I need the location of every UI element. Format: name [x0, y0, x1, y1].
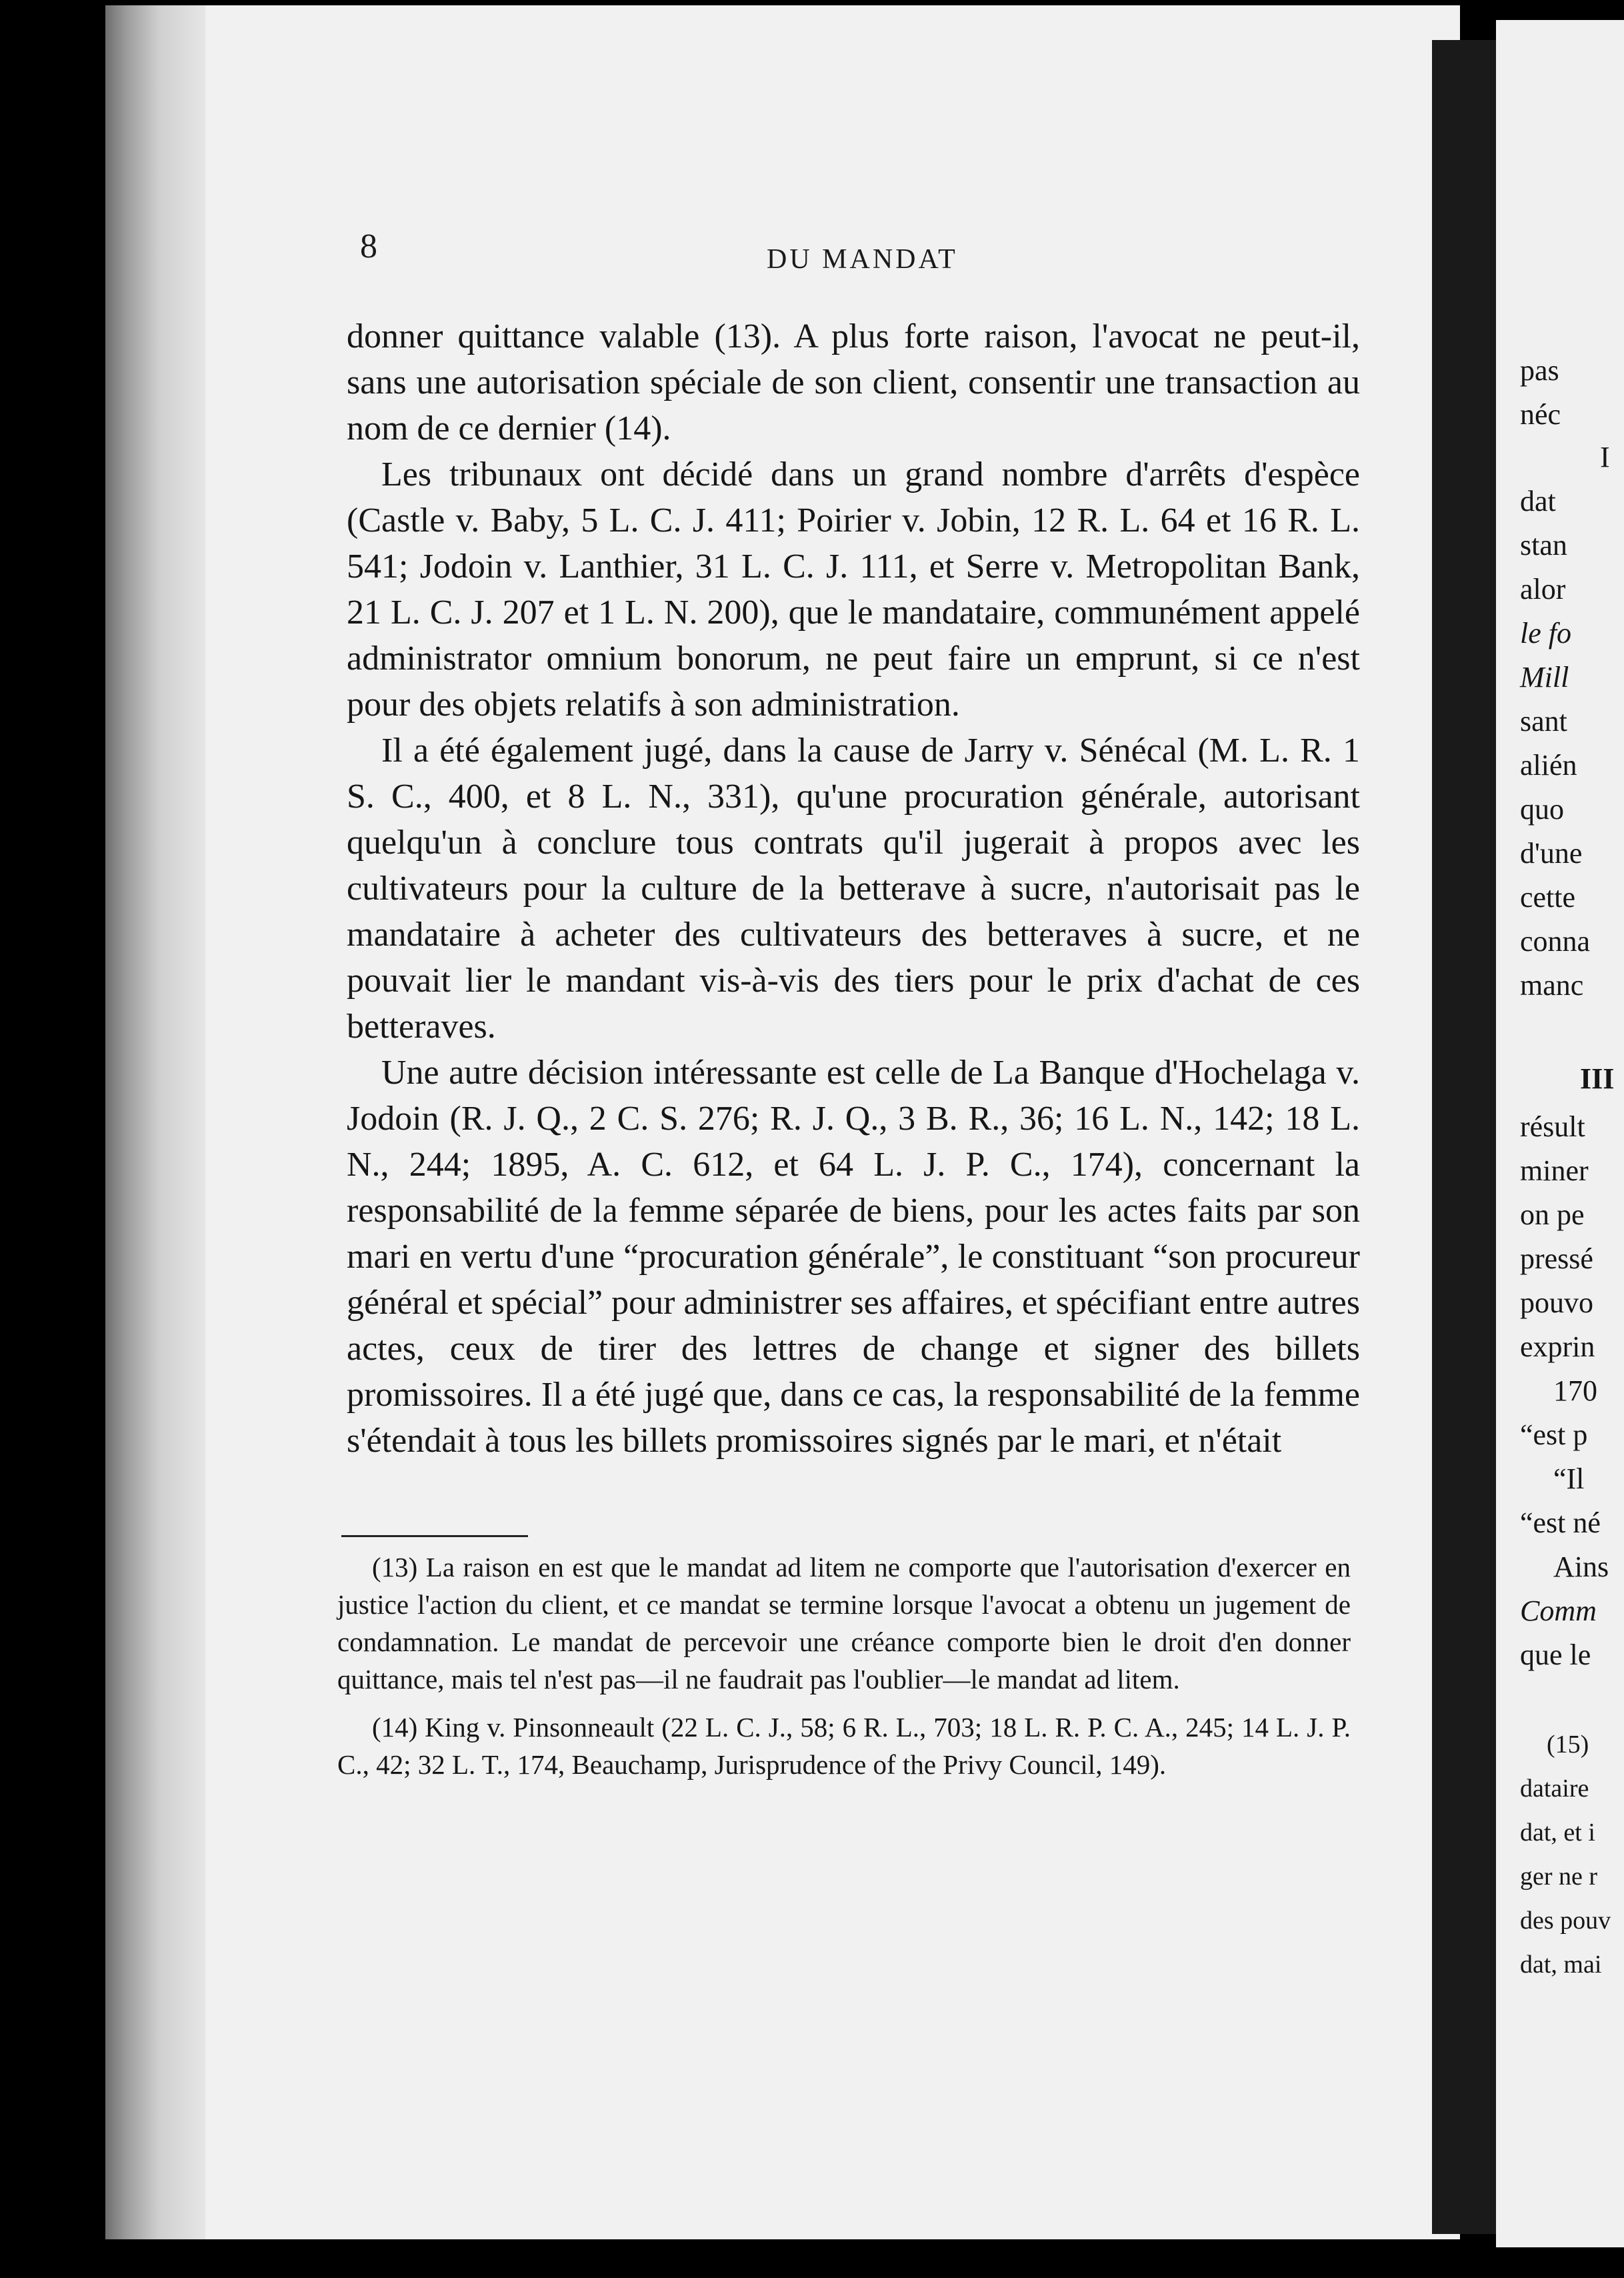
fragment: (15) [1547, 1731, 1589, 1759]
fragment: résult [1520, 1110, 1585, 1143]
fragment: pouvo [1520, 1286, 1593, 1319]
fragment: que le [1520, 1638, 1591, 1671]
footnote-13: (13) La raison en est que le mandat ad litem ne comporte que l'autorisation d'exercer en justice l'action du client, et ce mandat se termine lorsque l'avocat a obtenu un jugement de condamnation. Le mandat de percevoir une créance comporte bien le droit d'en donner quittance, mais tel n'est pas—il ne faudrait pas l'oublier—le mandat ad litem. [337, 1552, 1351, 1694]
fragment: alor [1520, 573, 1566, 606]
fragment: 170 [1553, 1374, 1597, 1407]
fragment: dat, mai [1520, 1951, 1602, 1979]
fragment: cette [1520, 881, 1576, 914]
fragment: Mill [1520, 661, 1569, 694]
fragment: I [1600, 441, 1610, 473]
fragment: “Il [1553, 1462, 1585, 1495]
fragment: Ains [1553, 1550, 1609, 1583]
running-head: DU MANDAT [767, 244, 958, 275]
fragment: III [1580, 1062, 1615, 1095]
fragment: ger ne r [1520, 1863, 1598, 1891]
fragment: conna [1520, 925, 1591, 958]
fragment: pressé [1520, 1242, 1593, 1275]
fragment: dataire [1520, 1775, 1589, 1803]
fragment: Comm [1520, 1594, 1597, 1627]
page-number: 8 [360, 227, 377, 265]
fragment: des pouv [1520, 1907, 1611, 1935]
binding-gutter [1432, 40, 1496, 2234]
page-edge-shading [105, 5, 205, 2239]
fragment: pas [1520, 354, 1559, 387]
fragment: miner [1520, 1154, 1589, 1187]
fragment: dat, et i [1520, 1819, 1595, 1847]
paragraph: donner quittance valable (13). A plus forte raison, l'avocat ne peut-il, sans une autorisation spéciale de son client, consentir une transaction au nom de ce dernier (14). [347, 317, 1360, 447]
fragment: quo [1520, 793, 1564, 826]
footnotes [337, 1548, 1351, 1783]
paragraph: Les tribunaux ont décidé dans un grand nombre d'arrêts d'espèce (Castle v. Baby, 5 L. C. J. 411; Poirier v. Jobin, 12 R. L. 64 et 16 R. L. 541; Jodoin v. Lanthier, 31 L. C. J. 111, et Serre v. Metropolitan Bank, 21 L. C. J. 207 et 1 L. N. 200), que le mandataire, communément appelé administrator omnium bonorum, ne peut faire un emprunt, si ce n'est pour des objets relatifs à son administration. [347, 455, 1360, 724]
paragraph: Il a été également jugé, dans la cause de Jarry v. Sénécal (M. L. R. 1 S. C., 400, et 8 L. N., 331), qu'une procuration générale, autorisant quelqu'un à conclure tous contrats qu'il jugerait à propos avec les cultivateurs pour la culture de la betterave à sucre, n'autorisait pas le mandataire à acheter des cultivateurs des betteraves à sucre, et ne pouvait lier le mandant vis-à-vis des tiers pour le prix d'achat de ces betteraves. [347, 732, 1360, 1046]
fragment: néc [1520, 398, 1561, 431]
fragment: “est p [1520, 1418, 1588, 1451]
fragment: on pe [1520, 1198, 1585, 1231]
footnote-divider [341, 1535, 528, 1537]
fragment: sant [1520, 705, 1567, 738]
fragment: stan [1520, 529, 1567, 561]
fragment: d'une [1520, 837, 1583, 870]
fragment: “est né [1520, 1506, 1601, 1539]
fragment: exprin [1520, 1330, 1595, 1363]
fragment: dat [1520, 485, 1556, 517]
footnote-14: (14) King v. Pinsonneault (22 L. C. J., 58; 6 R. L., 703; 18 L. R. P. C. A., 245; 14 L. J. P. C., 42; 32 L. T., 174, Beauchamp, Jurisprudence of the Privy Council, 149). [337, 1712, 1351, 1780]
paragraph: Une autre décision intéressante est celle de La Banque d'Hochelaga v. Jodoin (R. J. Q., 2 C. S. 276; R. J. Q., 3 B. R., 36; 16 L. N., 142; 18 L. N., 244; 1895, A. C. 612, et 64 L. J. P. C., 174), concernant la responsabilité de la femme séparée de biens, pour les actes faits par son mari en vertu d'une “procuration générale”, le constituant “son procureur général et spécial” pour administrer ses affaires, et spécifiant entre autres actes, ceux de tirer des lettres de change et signer des billets promissoires. Il a été jugé que, dans ce cas, la responsabilité de la femme s'étendait à tous les billets promissoires signés par le mari, et n'était [347, 1054, 1360, 1460]
fragment: le fo [1520, 617, 1571, 650]
fragment: manc [1520, 969, 1584, 1002]
body-text [347, 313, 1360, 1464]
fragment: alién [1520, 749, 1577, 782]
